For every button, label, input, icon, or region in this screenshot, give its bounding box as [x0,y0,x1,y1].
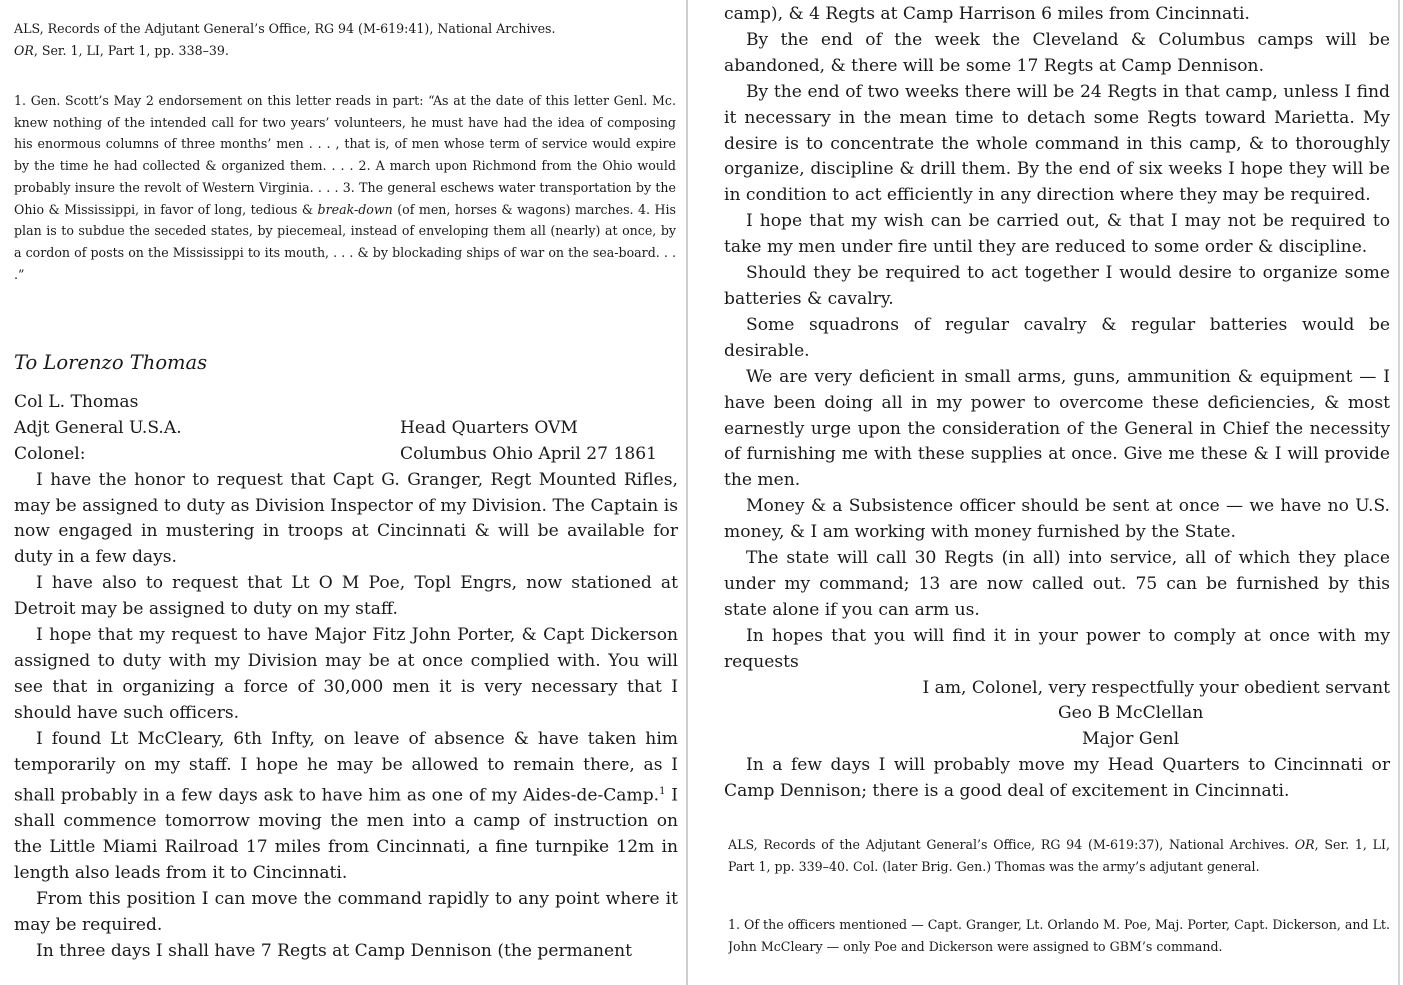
paragraph-part: I found Lt McCleary, 6th Infty, on leave of absence & have taken him temporarily on my staff. I hope he may be allowed to remain there, as I shall probably in a few days ask to have him as one of my Aides-de-Camp. [14,728,678,806]
paragraph: The state will call 30 Regts (in all) into service, all of which they place under my command; 13 are now called out. 75 can be furnished by this state alone if you can arm us. [724,548,1390,620]
closing-line: I am, Colonel, very respectfully your obedient servant [922,677,1390,698]
paragraph-part: I shall commence tomorrow moving the men into a camp of instruction on the Little Miami Railroad 17 miles from Cincinnati, a fine turnpike 12m in length also leads from it to Cincinnati. [14,785,678,883]
footnote-marker: 1 [659,785,666,797]
footnote-italic: break-down [317,201,393,217]
address-row-3 [14,442,678,468]
letter-heading: To Lorenzo Thomas [14,351,208,374]
letter-body [14,350,678,965]
footnote-block [14,90,676,285]
address-row-2 [14,416,678,442]
paragraph: I hope that my wish can be carried out, & that I may not be required to take my men under fire until they are reduced to some order & discipline. [724,211,1390,258]
paragraph [14,727,678,887]
paragraph: From this position I can move the command rapidly to any point where it may be required. [14,888,678,935]
source-note-line-1: ALS, Records of the Adjutant General’s Office, RG 94 (M-619:37), National Archives. [728,837,1289,852]
paragraph: We are very deficient in small arms, guns, ammunition & equipment — I have been doing all in my power to overcome these deficiencies, & most earnestly urge upon the consideration of the General in Chief the necessity of furnishing me with these supplies at once. Give me these & I will provide the men. [724,366,1390,491]
paragraph: In hopes that you will find it in your power to comply at once with my requests [724,625,1390,672]
or-abbrev: OR [1294,837,1315,852]
source-note-line-1: ALS, Records of the Adjutant General’s Office, RG 94 (M-619:41), National Archives. [14,21,556,36]
source-note-line-2: , Ser. 1, LI, Part 1, pp. 338–39. [33,42,229,58]
source-note [14,18,676,61]
address-line-2: Adjt General U.S.A. [14,417,182,438]
headquarters-line: Head Quarters OVM [400,417,578,438]
paragraph: I have also to request that Lt O M Poe, Topl Engrs, now stationed at Detroit may be assigned to duty on my staff. [14,573,678,620]
salutation: Colonel: [14,443,86,464]
footnote-text: 1. Of the officers mentioned — Capt. Granger, Lt. Orlando M. Poe, Maj. Porter, Capt. Dickerson, and Lt. John McCleary — only Poe and Dickerson were assigned to GBM’s command. [728,917,1390,954]
right-page [702,0,1403,985]
paragraph: Should they be required to act together I would desire to organize some batteries & cavalry. [724,263,1390,309]
footnote-text-part-2: (of men, horses & wagons) marches. 4. His plan is to subdue the seceded states, by piecemeal, instead of enveloping them all (nearly) at once, by a cordon of posts on the Mississippi to its mouth, . . . & by blockading ships of war on the sea-board. . . .” [14,201,676,282]
footnote-text-part-1: 1. Gen. Scott’s May 2 endorsement on this letter reads in part: “As at the date of this letter Genl. Mc. knew nothing of the intended call for two years’ volunteers, he must have had the idea of composing his enormous columns of three months’ men . . . , that is, of men whose term of service would expire by the time he had collected & organized them. . . . 2. A march upon Richmond from the Ohio would probably insure the revolt of Western Virginia. . . . 3. The general eschews water transportation by the Ohio & Mississippi, in favor of long, tedious & [14,93,676,217]
paragraph: camp), & 4 Regts at Camp Harrison 6 miles from Cincinnati. [724,4,1250,24]
paragraph: I hope that my request to have Major Fitz John Porter, & Capt Dickerson assigned to duty with my Division may be at once complied with. You will see that in organizing a force of 30,000 men it is very necessary that I should have such officers. [14,625,678,723]
page-gutter [686,0,688,985]
paragraph: By the end of two weeks there will be 24 Regts in that camp, unless I find it necessary in the mean time to detach some Regts toward Marietta. My desire is to concentrate the whole command in this camp, & to thoroughly organize, discipline & drill them. By the end of six weeks I hope they will be in condition to act efficiently in any direction where they may be required. [724,81,1390,206]
or-abbrev: OR [14,42,34,58]
signature-rank: Major Genl [1082,729,1180,750]
paragraph: Some squadrons of regular cavalry & regular batteries would be desirable. [724,314,1390,361]
left-page [0,0,688,985]
source-note-right [728,834,1390,877]
paragraph: By the end of the week the Cleveland & Columbus camps will be abandoned, & there will be some 17 Regts at Camp Dennison. [724,29,1390,76]
paragraph: Money & a Subsistence officer should be sent at once — we have no U.S. money, & I am working with money furnished by the State. [724,496,1390,543]
paragraph: In three days I shall have 7 Regts at Camp Dennison (the permanent [36,940,633,961]
footnote-right [728,914,1390,957]
postscript: In a few days I will probably move my Head Quarters to Cincinnati or Camp Dennison; there is a good deal of excitement in Cincinnati. [724,755,1390,802]
address-line-1: Col L. Thomas [14,391,139,412]
date-line: Columbus Ohio April 27 1861 [400,443,657,464]
paragraph: I have the honor to request that Capt G. Granger, Regt Mounted Rifles, may be assigned to duty as Division Inspector of my Division. The Captain is now engaged in mustering in troops at Cincinnati & will be available for duty in a few days. [14,469,678,568]
page-edge [1398,0,1400,985]
letter-continuation [724,2,1390,805]
source-note-line-2: , Ser. 1, LI, Part 1, pp. 339–40. Col. (later Brig. Gen.) Thomas was the army’s adjutant general. [728,837,1390,874]
signature: Geo B McClellan [1058,703,1204,724]
